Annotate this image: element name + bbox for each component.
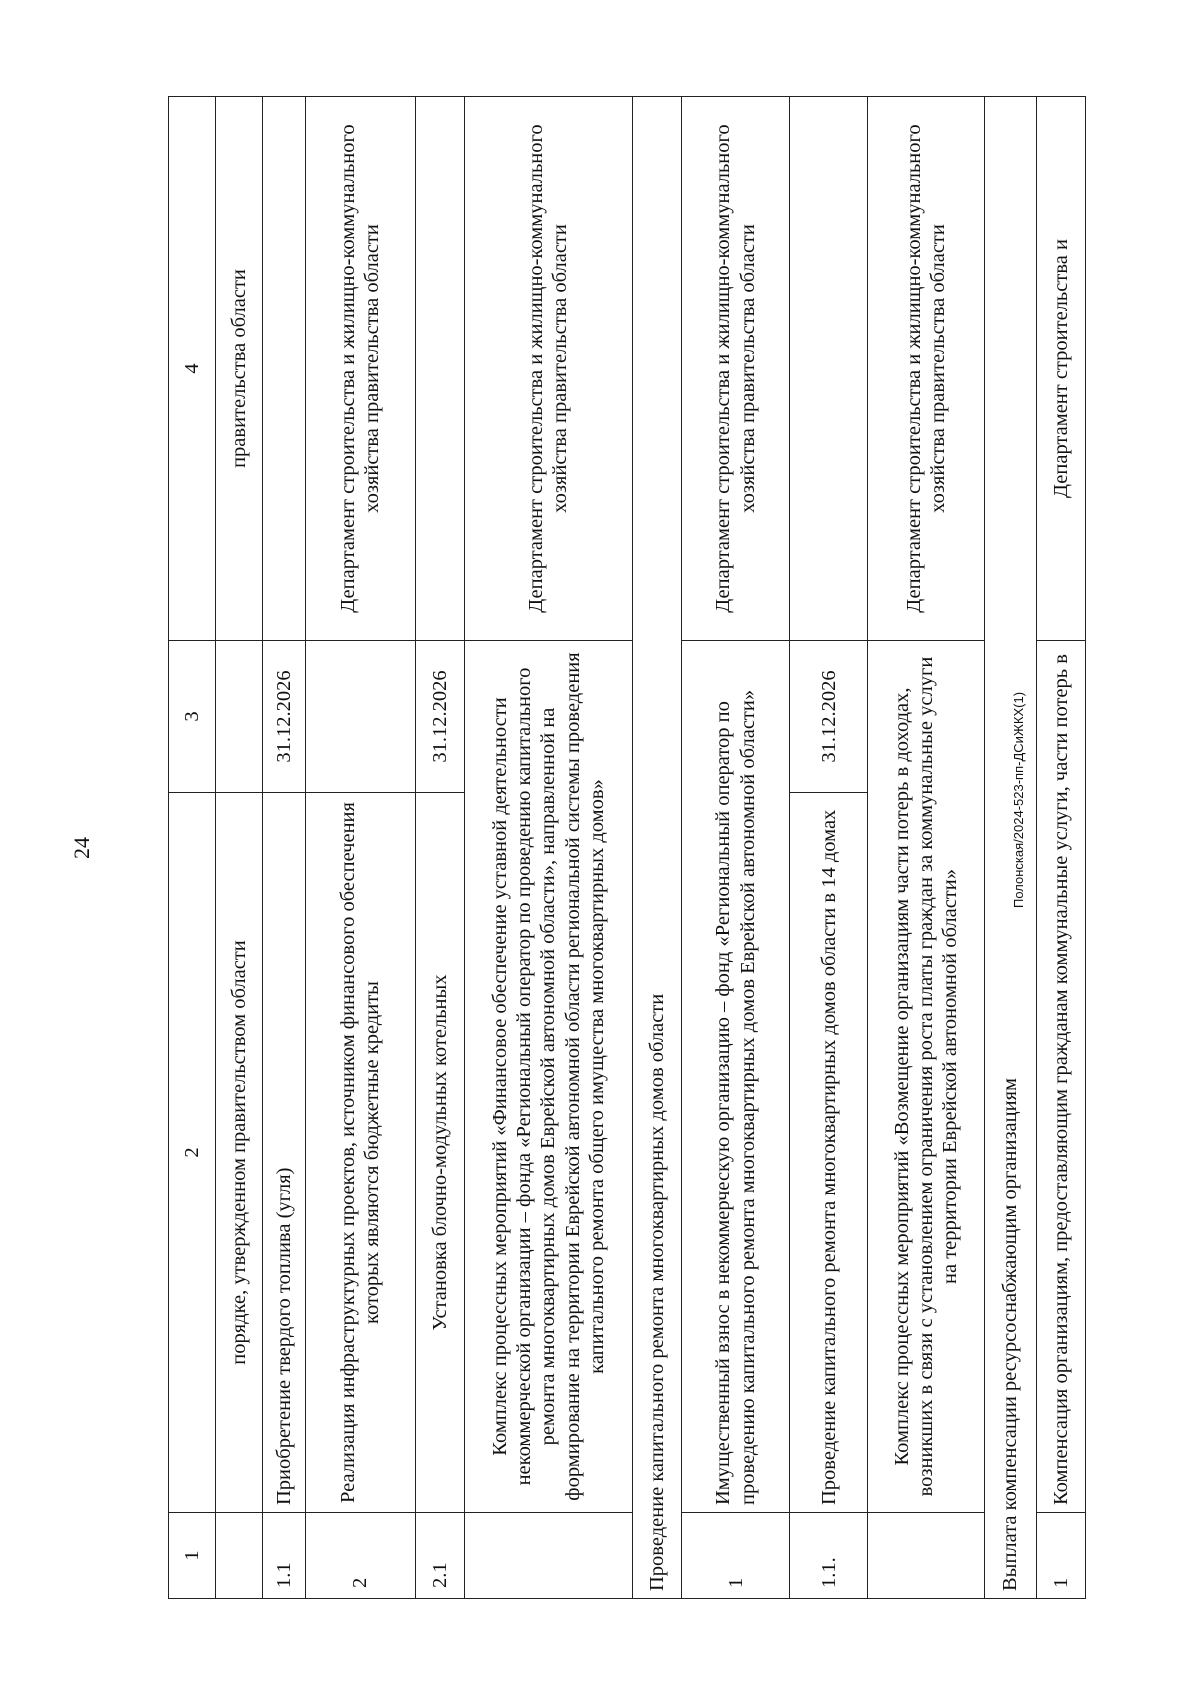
row-number xyxy=(216,1513,263,1599)
row-number xyxy=(868,1513,985,1599)
row-description: Компенсация организациям, предоставляющим гражданам коммунальные услуги, части потерь в xyxy=(1036,641,1085,1513)
row-responsible: Департамент строительства и xyxy=(1036,97,1085,641)
row-deadline: 31.12.2026 xyxy=(789,641,867,793)
table-row xyxy=(868,97,985,1599)
header-col-2: 2 xyxy=(169,793,216,1513)
header-row xyxy=(169,97,216,1599)
row-responsible: Департамент строительства и жилищно-коммунального хозяйства правительства области xyxy=(682,97,790,641)
row-description: Установка блочно-модульных котельных xyxy=(415,793,464,1513)
row-number xyxy=(464,1513,632,1599)
table-row xyxy=(216,97,263,1599)
row-deadline xyxy=(216,641,263,793)
measures-table xyxy=(168,96,1086,1599)
row-responsible: правительства области xyxy=(216,97,263,641)
row-responsible xyxy=(263,97,306,641)
row-number: 1.1 xyxy=(263,1513,306,1599)
row-number: 1.1. xyxy=(789,1513,867,1599)
row-deadline: 31.12.2026 xyxy=(415,641,464,793)
section-title: Выплата компенсации ресурсоснабжающим организациям xyxy=(985,97,1037,1599)
table-row xyxy=(789,97,867,1599)
page-number: 24 xyxy=(69,837,94,859)
row-description: Реализация инфраструктурных проектов, источником финансового обеспечения которых являются бюджетные кредиты xyxy=(305,793,415,1513)
row-number: 2.1 xyxy=(415,1513,464,1599)
row-responsible xyxy=(415,97,464,641)
row-description: Комплекс процессных мероприятий «Финансовое обеспечение уставной деятельности некоммерческой организации – фонда «Региональный оператор по проведению капитального ремонта многоквартирных домов Еврейской автономной области», направленной на формирование на территории Еврейской автономной области региональной системы проведения капитального ремонта общего имущества многоквартирных домов» xyxy=(464,641,632,1513)
row-responsible: Департамент строительства и жилищно-коммунального хозяйства правительства области xyxy=(868,97,985,641)
measures-table-wrapper xyxy=(168,97,1086,1599)
table-row xyxy=(1036,97,1085,1599)
row-number: 1 xyxy=(1036,1513,1085,1599)
header-col-1: 1 xyxy=(169,1513,216,1599)
table-row xyxy=(682,97,790,1599)
table-row xyxy=(305,97,415,1599)
table-row xyxy=(415,97,464,1599)
row-deadline: 31.12.2026 xyxy=(263,641,306,793)
row-description: Комплекс процессных мероприятий «Возмещение организациям части потерь в доходах, возникших в связи с установлением ограничения роста платы граждан за коммунальные услуги на территории Еврейской автономной области» xyxy=(868,641,985,1513)
row-responsible: Департамент строительства и жилищно-коммунального хозяйства правительства области xyxy=(464,97,632,641)
section-row xyxy=(633,97,682,1599)
row-deadline xyxy=(305,641,415,793)
row-description: порядке, утвержденном правительством области xyxy=(216,793,263,1513)
document-footer-code: Полонская/2024-523-пп-ДСиЖКХ(1) xyxy=(1011,691,1026,908)
row-responsible xyxy=(789,97,867,641)
table-row xyxy=(263,97,306,1599)
row-number: 1 xyxy=(682,1513,790,1599)
row-number: 2 xyxy=(305,1513,415,1599)
row-description: Имущественный взнос в некоммерческую организацию – фонд «Региональный оператор по проведению капитального ремонта многоквартирных домов Еврейской автономной области» xyxy=(682,641,790,1513)
header-col-3: 3 xyxy=(169,641,216,793)
row-responsible: Департамент строительства и жилищно-коммунального хозяйства правительства области xyxy=(305,97,415,641)
section-title: Проведение капитального ремонта многоквартирных домов области xyxy=(633,97,682,1599)
row-description: Проведение капитального ремонта многоквартирных домов области в 14 домах xyxy=(789,793,867,1513)
row-description: Приобретение твердого топлива (угля) xyxy=(263,793,306,1513)
table-row xyxy=(464,97,632,1599)
header-col-4: 4 xyxy=(169,97,216,641)
